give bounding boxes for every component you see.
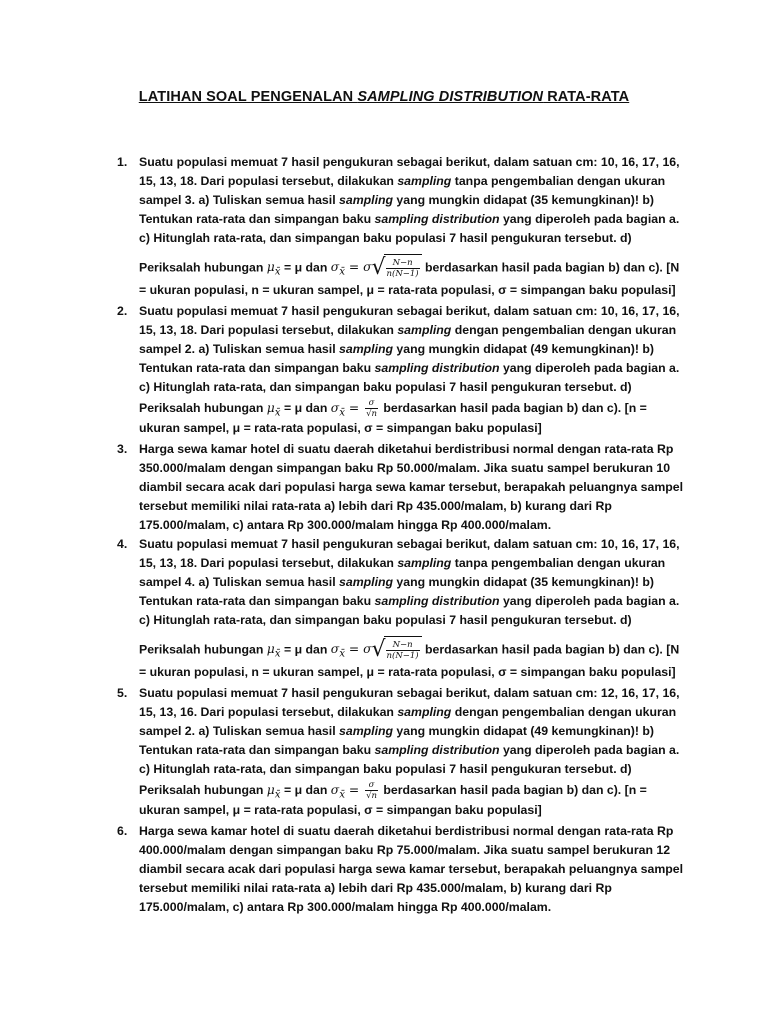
question-number: 1.: [117, 155, 128, 169]
question-line: 15, 13, 18. Dari populasi tersebut, dilakukan sampling tanpa pengembalian dengan ukuran: [139, 556, 666, 570]
question-line-formula: Periksalah hubungan $\mu_{x̄} = \mu$ dan $\sigma_{x̄} = \sigma√$ $\frac{N-n}{n(N-1)}$ berdasarkan hasil pada bagian b) dan c). [N: [139, 255, 680, 280]
question-line: 15, 13, 18. Dari populasi tersebut, dilakukan sampling dengan pengembalian dengan ukuran: [139, 323, 677, 337]
question-line: Tentukan rata-rata dan simpangan baku sampling distribution yang diperoleh pada bagian a.: [139, 361, 680, 375]
question-line: sampel 3. a) Tuliskan semua hasil sampling yang mungkin didapat (35 kemungkinan)! b): [139, 193, 655, 207]
question-line: diambil secara acak dari populasi harga sewa kamar tersebut, berapakah peluangnya sampel: [139, 480, 684, 494]
question-line: = ukuran populasi, n = ukuran sampel, μ = rata-rata populasi, σ = simpangan baku populasi]: [139, 283, 676, 297]
question-line: 400.000/malam dengan simpangan baku Rp 75.000/malam. Jika suatu sampel berukuran 12: [139, 843, 671, 857]
title-part-1: LATIHAN SOAL PENGENALAN: [138, 89, 358, 105]
question-line: tersebut memiliki nilai rata-rata a) lebih dari Rp 435.000/malam, b) kurang dari Rp: [139, 499, 612, 513]
question-number: 5.: [117, 686, 128, 700]
question-line: sampel 2. a) Tuliskan semua hasil sampling yang mungkin didapat (49 kemungkinan)! b): [139, 342, 655, 356]
question-line: c) Hitunglah rata-rata, dan simpangan baku populasi 7 hasil pengukuran tersebut. d): [139, 380, 632, 394]
question-line: Suatu populasi memuat 7 hasil pengukuran sebagai berikut, dalam satuan cm: 10, 16, 17, 16,: [139, 304, 680, 318]
question-line: c) Hitunglah rata-rata, dan simpangan baku populasi 7 hasil pengukuran tersebut. d): [139, 231, 632, 245]
question-line: sampel 2. a) Tuliskan semua hasil sampling yang mungkin didapat (49 kemungkinan)! b): [139, 724, 655, 738]
question-line: Suatu populasi memuat 7 hasil pengukuran sebagai berikut, dalam satuan cm: 10, 16, 17, 16,: [139, 155, 680, 169]
title-part-3: RATA-RATA: [543, 89, 630, 105]
question-line: Tentukan rata-rata dan simpangan baku sampling distribution yang diperoleh pada bagian a.: [139, 594, 680, 608]
question-line: Tentukan rata-rata dan simpangan baku sampling distribution yang diperoleh pada bagian a.: [139, 212, 680, 226]
question-number: 2.: [117, 304, 128, 318]
sigma-xbar-formula: $\sigma_{x̄} = \sigma$: [330, 260, 372, 278]
sigma-over-sqrt-n: $\frac{\sigma}{√n}$: [366, 398, 377, 420]
mu-xbar-symbol: $\mu_{x̄}$: [266, 401, 281, 419]
question-line: Harga sewa kamar hotel di suatu daerah diketahui berdistribusi normal dengan rata-rata Rp: [139, 824, 674, 838]
sigma-xbar-formula: $\sigma_{x̄}$ =: [330, 401, 364, 419]
question-line: 15, 13, 18. Dari populasi tersebut, dilakukan sampling tanpa pengembalian dengan ukuran: [139, 174, 666, 188]
sigma-xbar-formula: $\sigma_{x̄}$ =: [330, 783, 364, 801]
question-number: 4.: [117, 537, 128, 551]
sqrt-fpc: √ $\frac{N-n}{n(N-1)}$: [372, 636, 422, 664]
question-line: Suatu populasi memuat 7 hasil pengukuran sebagai berikut, dalam satuan cm: 12, 16, 17, 16,: [139, 686, 680, 700]
sigma-xbar-formula: $\sigma_{x̄} = \sigma$: [330, 642, 372, 660]
question-line: Harga sewa kamar hotel di suatu daerah diketahui berdistribusi normal dengan rata-rata Rp: [139, 442, 674, 456]
question-line: c) Hitunglah rata-rata, dan simpangan baku populasi 7 hasil pengukuran tersebut. d): [139, 762, 632, 776]
mu-xbar-symbol: $\mu_{x̄}$: [266, 260, 281, 278]
question-line: ukuran sampel, μ = rata-rata populasi, σ = simpangan baku populasi]: [139, 803, 542, 817]
question-line: Suatu populasi memuat 7 hasil pengukuran sebagai berikut, dalam satuan cm: 10, 16, 17, 16,: [139, 537, 680, 551]
question-line: 15, 13, 16. Dari populasi tersebut, dilakukan sampling dengan pengembalian dengan ukuran: [139, 705, 677, 719]
question-line: 175.000/malam, c) antara Rp 300.000/malam hingga Rp 400.000/malam.: [139, 900, 552, 914]
question-line: diambil secara acak dari populasi harga sewa kamar tersebut, berapakah peluangnya sampel: [139, 862, 684, 876]
question-line-formula: Periksalah hubungan $\mu_{x̄} = \mu$ dan $\sigma_{x̄} = \sigma√$ $\frac{N-n}{n(N-1)}$ berdasarkan hasil pada bagian b) dan c). [N: [139, 637, 680, 662]
question-line: sampel 4. a) Tuliskan semua hasil sampling yang mungkin didapat (35 kemungkinan)! b): [139, 575, 655, 589]
title-part-2: SAMPLING DISTRIBUTION: [357, 89, 544, 105]
question-line: c) Hitunglah rata-rata, dan simpangan baku populasi 7 hasil pengukuran tersebut. d): [139, 613, 632, 627]
question-line-formula: Periksalah hubungan $\mu_{x̄} = \mu$ dan $\sigma_{x̄}$ = $\frac{\sigma}{√n}$ berdasarkan hasil pada bagian b) dan c). [n =: [139, 398, 647, 420]
question-number: 6.: [117, 824, 128, 838]
question-line: = ukuran populasi, n = ukuran sampel, μ = rata-rata populasi, σ = simpangan baku populasi]: [139, 665, 676, 679]
sqrt-fpc: √ $\frac{N-n}{n(N-1)}$: [372, 254, 422, 282]
mu-xbar-symbol: $\mu_{x̄}$: [266, 783, 281, 801]
page-title: [0, 89, 768, 105]
question-line: 350.000/malam dengan simpangan baku Rp 50.000/malam. Jika suatu sampel berukuran 10: [139, 461, 671, 475]
question-line-formula: Periksalah hubungan $\mu_{x̄} = \mu$ dan $\sigma_{x̄}$ = $\frac{\sigma}{√n}$ berdasarkan hasil pada bagian b) dan c). [n =: [139, 780, 647, 802]
question-line: ukuran sampel, μ = rata-rata populasi, σ = simpangan baku populasi]: [139, 421, 542, 435]
question-line: tersebut memiliki nilai rata-rata a) lebih dari Rp 435.000/malam, b) kurang dari Rp: [139, 881, 612, 895]
question-line: 175.000/malam, c) antara Rp 300.000/malam hingga Rp 400.000/malam.: [139, 518, 552, 532]
question-line: Tentukan rata-rata dan simpangan baku sampling distribution yang diperoleh pada bagian a.: [139, 743, 680, 757]
mu-xbar-symbol: $\mu_{x̄}$: [266, 642, 281, 660]
sigma-over-sqrt-n: $\frac{\sigma}{√n}$: [366, 780, 377, 802]
question-number: 3.: [117, 442, 128, 456]
